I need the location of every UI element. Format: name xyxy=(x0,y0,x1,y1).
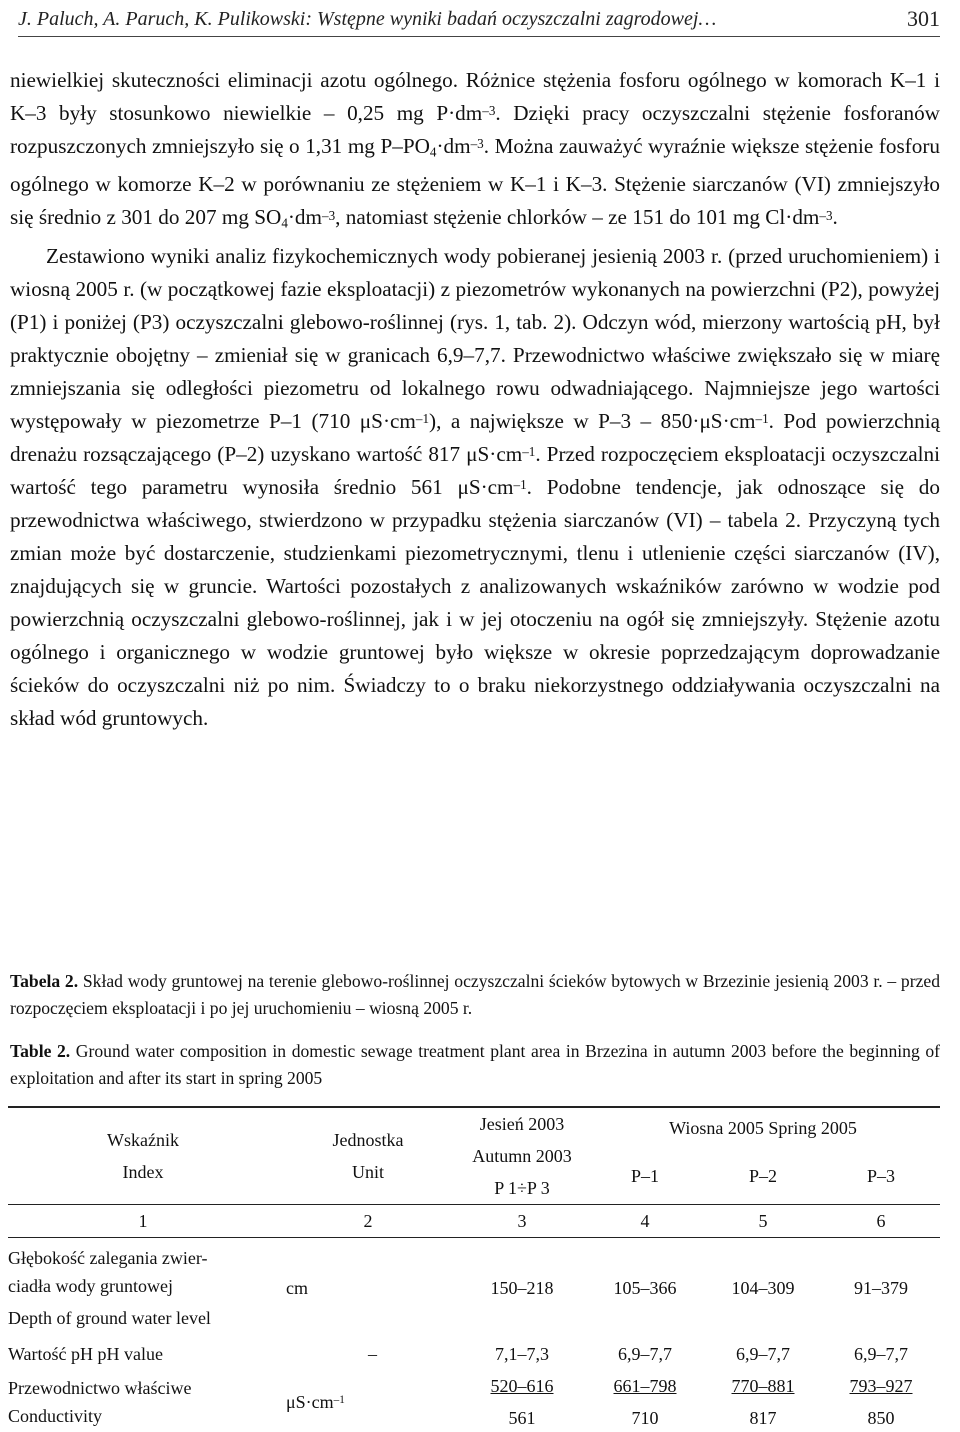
column-number-row xyxy=(8,1205,940,1238)
caption-pl-label: Tabela 2. xyxy=(10,971,79,991)
header-p1: P–1 xyxy=(630,1166,659,1186)
running-head-text: J. Paluch, A. Paruch, K. Pulikowski: Wstępne wyniki badań oczyszczalni zagrodowej… xyxy=(18,8,717,30)
row-unit: $\mu S\cdot cm^{-1}$ xyxy=(286,1392,345,1412)
header-p2: P–2 xyxy=(748,1166,777,1186)
data-table xyxy=(8,1106,940,1432)
table-header-row-1 xyxy=(8,1107,940,1148)
header-indicator: Wskaźnik Index xyxy=(107,1130,179,1182)
row-value: 6,9–7,7 xyxy=(736,1344,790,1364)
col-number: 4 xyxy=(586,1205,704,1238)
col-number: 1 xyxy=(8,1205,278,1238)
caption-pl-text: Skład wody gruntowej na terenie glebowo-roślinnej oczyszczalni ścieków bytowych w Brzezinie jesienią 2003 r. – przed rozpoczęciem eksploatacji i po jej uruchomieniu – wiosną 2005 r. xyxy=(10,971,940,1018)
table-caption-pl xyxy=(10,968,940,1022)
table-row xyxy=(8,1332,940,1368)
row-label: Głębokość zalegania zwier- ciadła wody gruntowej Depth of ground water level xyxy=(8,1248,211,1328)
row-value: 105–366 xyxy=(613,1278,677,1298)
caption-en-text: Ground water composition in domestic sewage treatment plant area in Brzezina in autumn 2003 before the beginning of exploitation and after its start in spring 2005 xyxy=(10,1041,940,1088)
col-number: 2 xyxy=(278,1205,458,1238)
row-value: 793–927 850 xyxy=(849,1376,913,1428)
table-row xyxy=(8,1368,940,1432)
header-unit: Jednostka Unit xyxy=(332,1130,404,1182)
caption-en-label: Table 2. xyxy=(10,1041,71,1061)
table-row xyxy=(8,1238,940,1333)
col-number: 5 xyxy=(704,1205,822,1238)
row-value: 104–309 xyxy=(731,1278,795,1298)
row-value: 6,9–7,7 xyxy=(618,1344,672,1364)
row-value: 6,9–7,7 xyxy=(854,1344,908,1364)
col-number: 6 xyxy=(822,1205,940,1238)
row-value: 770–881 817 xyxy=(731,1376,795,1428)
page-number: 301 xyxy=(907,6,940,31)
row-unit: cm xyxy=(286,1278,308,1298)
header-spring: Wiosna 2005 Spring 2005 xyxy=(669,1118,857,1138)
row-value: 661–798 710 xyxy=(613,1376,677,1428)
header-autumn: Jesień 2003 Autumn 2003 P 1÷P 3 xyxy=(472,1114,572,1198)
row-value: 150–218 xyxy=(490,1278,554,1298)
body-text xyxy=(10,64,940,735)
row-value: 91–379 xyxy=(854,1278,908,1298)
row-value: 7,1–7,3 xyxy=(495,1344,549,1364)
row-label: Wartość pH pH value xyxy=(8,1344,164,1364)
running-header xyxy=(18,6,940,37)
header-p3: P–3 xyxy=(866,1166,895,1186)
paragraph-2: Zestawiono wyniki analiz fizykochemicznych wody pobieranej jesienią 2003 r. (przed uruchomieniem) i wiosną 2005 r. (w początkowej fazie eksploatacji) z piezometrów wykonanych na powierzchni (P2), powyżej (P1) i poniżej (P3) oczyszczalni glebowo-roślinnej (rys. 1, tab. 2). Odczyn wód, mierzony wartością pH, był praktycznie obojętny – zmieniał się w granicach 6,9–7,7. Przewodnictwo właściwe zwiększało się w miarę zmniejszania się odległości piezometru od lokalnego rowu odwadniającego. Najmniejsze jego wartości występowały w piezometrze P–1 (710 $\mu S\cdot cm^{-1}$), a największe w $P-3 - 850\cdot\mu S\cdot cm^{-1}$. Pod powierzchnią drenażu rozsączającego (P–2) uzyskano wartość 817 $\mu S\cdot cm^{-1}$. Przed rozpoczęciem eksploatacji oczyszczalni wartość tego parametru wynosiła średnio 561 $\mu S\cdot cm^{-1}$. Podobne tendencje, jak odnoszące się do przewodnictwa właściwego, stwierdzono w przypadku stężenia siarczanów (VI) – tabela 2. Przyczyną tych zmian może być dostarczenie, studzienkami piezometrycznymi, tlenu i utlenienie części siarczanów (IV), znajdujących się w gruncie. Wartości pozostałych z analizowanych wskaźników zarówno w wodzie pod powierzchnią oczyszczalni glebowo-roślinnej, jak i w jej otoczeniu na ogół się zmniejszyły. Stężenie azotu ogólnego i organicznego w wodzie gruntowej było większe w okresie poprzedzającym doprowadzanie ścieków do oczyszczalni niż po nim. Świadczy to o braku niekorzystnego oddziaływania oczyszczalni na skład wód gruntowych. xyxy=(10,243,940,730)
paragraph-1: niewielkiej skuteczności eliminacji azotu ogólnego. Różnice stężenia fosforu ogólnego w komorach K–1 i K–3 były stosunkowo niewielkie – 0,25 mg $P\cdot dm^{-3}$. Dzięki pracy oczyszczalni stężenie fosforanów rozpuszczonych zmniejszyło się o 1,31 mg $P-PO_4\cdot dm^{-3}$. Można zauważyć wyraźnie większe stężenie fosforu ogólnego w komorze K–2 w porównaniu ze stężeniem w K–1 i K–3. Stężenie siarczanów (VI) zmniejszyło się średnio z 301 do 207 mg $SO_4\cdot dm^{-3}$, natomiast stężenie chlorków – ze 151 do 101 mg $Cl\cdot dm^{-3}$. xyxy=(10,68,940,231)
col-number: 3 xyxy=(458,1205,586,1238)
row-unit: – xyxy=(368,1344,377,1364)
row-label: Przewodnictwo właściwe Conductivity xyxy=(8,1378,192,1426)
table-caption-en xyxy=(10,1038,940,1092)
row-value: 520–616 561 xyxy=(490,1376,554,1428)
